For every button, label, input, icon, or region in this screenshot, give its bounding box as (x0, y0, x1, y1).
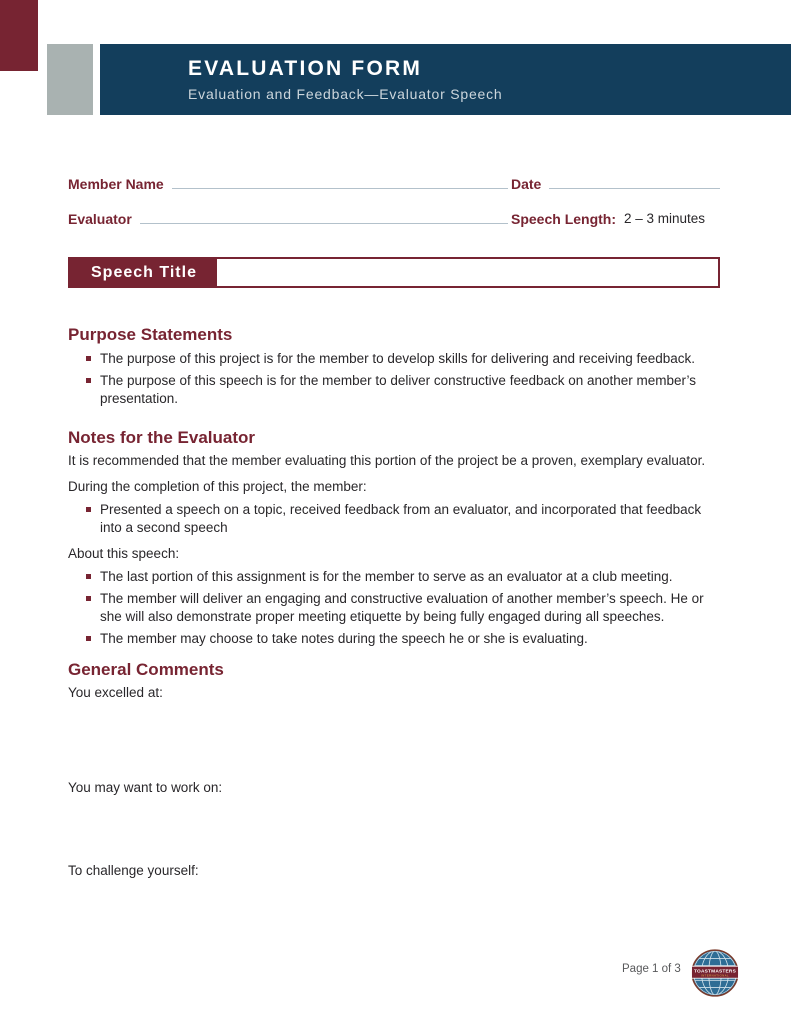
list-item (68, 372, 720, 408)
evaluator-group (68, 211, 508, 227)
bullet-text: The member will deliver an engaging and constructive evaluation of another member’s speech. He or she will also demonstrate proper meeting etiquette by being fully engaged during all speeches. (100, 591, 704, 624)
list-item (68, 630, 720, 648)
speech-length-label: Speech Length: (511, 211, 617, 227)
page-title: EVALUATION FORM (188, 57, 423, 80)
speech-title-bar (68, 257, 720, 288)
bullet-square-icon (86, 636, 91, 641)
during-bullet-list (68, 501, 720, 537)
bullet-text: The purpose of this project is for the member to develop skills for delivering and receiving feedback. (100, 351, 696, 366)
speech-title-input-area[interactable] (217, 259, 718, 286)
notes-intro-text: It is recommended that the member evaluating this portion of the project be a proven, exemplary evaluator. (68, 453, 706, 468)
logo-text-line2: INTERNATIONAL (700, 974, 730, 978)
excelled-input-area[interactable] (68, 702, 720, 775)
purpose-statements-heading: Purpose Statements (68, 325, 233, 344)
general-comments-heading: General Comments (68, 660, 224, 679)
date-input-line[interactable] (549, 188, 720, 189)
member-name-group (68, 176, 508, 192)
form-content (68, 325, 720, 880)
gray-accent-square (47, 44, 93, 115)
about-speech-label: About this speech: (68, 546, 180, 561)
date-label: Date (511, 176, 542, 192)
member-name-date-row (68, 170, 720, 192)
list-item (68, 350, 720, 368)
evaluator-label: Evaluator (68, 211, 132, 227)
speech-length-value: 2 – 3 minutes (624, 211, 706, 226)
maroon-accent-square (0, 0, 38, 71)
list-item (68, 568, 720, 586)
toastmasters-logo (690, 948, 740, 998)
page-subtitle: Evaluation and Feedback—Evaluator Speech (188, 86, 503, 102)
bullet-text: The last portion of this assignment is for the member to serve as an evaluator at a club meeting. (100, 569, 673, 584)
about-bullet-list (68, 568, 720, 648)
purpose-bullet-list (68, 350, 720, 408)
page-number: Page 1 of 3 (622, 963, 681, 975)
bullet-text: The purpose of this speech is for the member to deliver constructive feedback on another member’s presentation. (100, 373, 697, 406)
member-name-input-line[interactable] (172, 188, 508, 189)
notes-evaluator-heading: Notes for the Evaluator (68, 428, 256, 447)
bullet-square-icon (86, 507, 91, 512)
challenge-prompt: To challenge yourself: (68, 863, 199, 878)
excelled-prompt: You excelled at: (68, 685, 163, 700)
bullet-square-icon (86, 356, 91, 361)
form-fields (68, 170, 720, 240)
bullet-text: Presented a speech on a topic, received feedback from an evaluator, and incorporated that feedback into a second speech (100, 502, 702, 535)
member-name-label: Member Name (68, 176, 164, 192)
date-group (508, 176, 720, 192)
speech-title-label: Speech Title (70, 259, 217, 286)
bullet-square-icon (86, 596, 91, 601)
header-banner (100, 44, 791, 115)
bullet-square-icon (86, 574, 91, 579)
work-on-prompt: You may want to work on: (68, 780, 223, 795)
during-project-label: During the completion of this project, the member: (68, 479, 367, 494)
bullet-square-icon (86, 378, 91, 383)
logo-text-line1: TOASTMASTERS (694, 969, 736, 975)
speech-length-group (508, 211, 720, 227)
list-item (68, 590, 720, 626)
evaluator-input-line[interactable] (140, 223, 508, 224)
list-item (68, 501, 720, 537)
evaluator-length-row (68, 205, 720, 227)
work-on-input-area[interactable] (68, 797, 720, 858)
bullet-text: The member may choose to take notes during the speech he or she is evaluating. (100, 631, 588, 646)
